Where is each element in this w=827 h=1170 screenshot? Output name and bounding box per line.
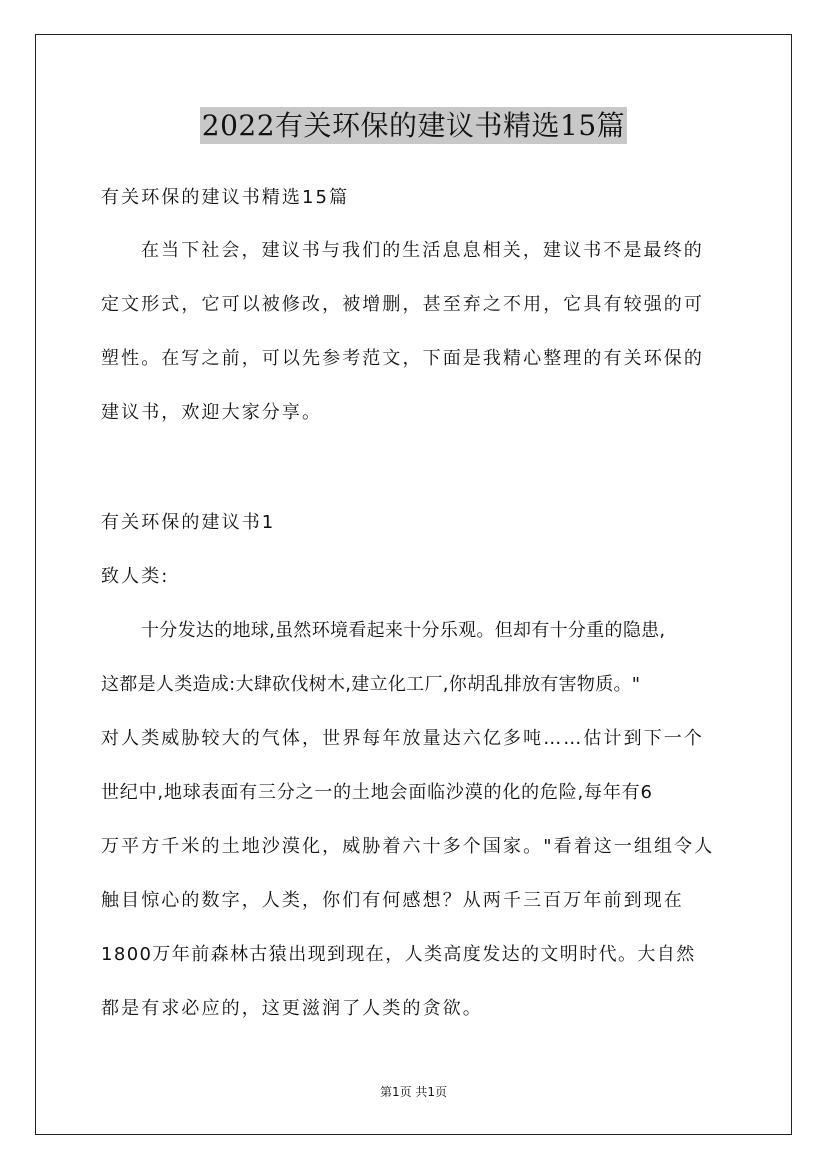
document-title-container (0, 104, 827, 144)
salutation: 致人类: (101, 566, 170, 587)
page-footer: 第1页 共1页 (379, 1085, 448, 1099)
body-line: 1800万年前森林古猿出现到现在，人类高度发达的文明时代。大自然 (101, 944, 696, 965)
intro-line: 建议书，欢迎大家分享。 (101, 402, 323, 423)
document-title: 2022有关环保的建议书精选15篇 (201, 109, 626, 142)
section-heading: 有关环保的建议书1 (101, 512, 276, 533)
body-line: 触目惊心的数字，人类，你们有何感想？从两千三百万年前到现在 (101, 890, 684, 911)
body-line: 这都是人类造成:大肆砍伐树木,建立化工厂,你胡乱排放有害物质。" (101, 674, 641, 695)
intro-line: 定文形式，它可以被修改，被增删，甚至弃之不用，它具有较强的可 (101, 294, 704, 315)
body-line: 世纪中,地球表面有三分之一的土地会面临沙漠的化的危险,每年有6 (101, 782, 653, 803)
intro-line: 在当下社会，建议书与我们的生活息息相关，建议书不是最终的 (141, 240, 704, 261)
body-line: 对人类威胁较大的气体，世界每年放量达六亿多吨……估计到下一个 (101, 728, 704, 749)
intro-line: 塑性。在写之前，可以先参考范文，下面是我精心整理的有关环保的 (101, 348, 704, 369)
body-line: 万平方千米的土地沙漠化，威胁着六十多个国家。"看着这一组组令人 (101, 836, 715, 857)
document-subtitle: 有关环保的建议书精选15篇 (101, 187, 350, 208)
body-line: 十分发达的地球,虽然环境看起来十分乐观。但却有十分重的隐患, (141, 620, 666, 641)
body-line: 都是有求必应的，这更滋润了人类的贪欲。 (101, 998, 483, 1019)
